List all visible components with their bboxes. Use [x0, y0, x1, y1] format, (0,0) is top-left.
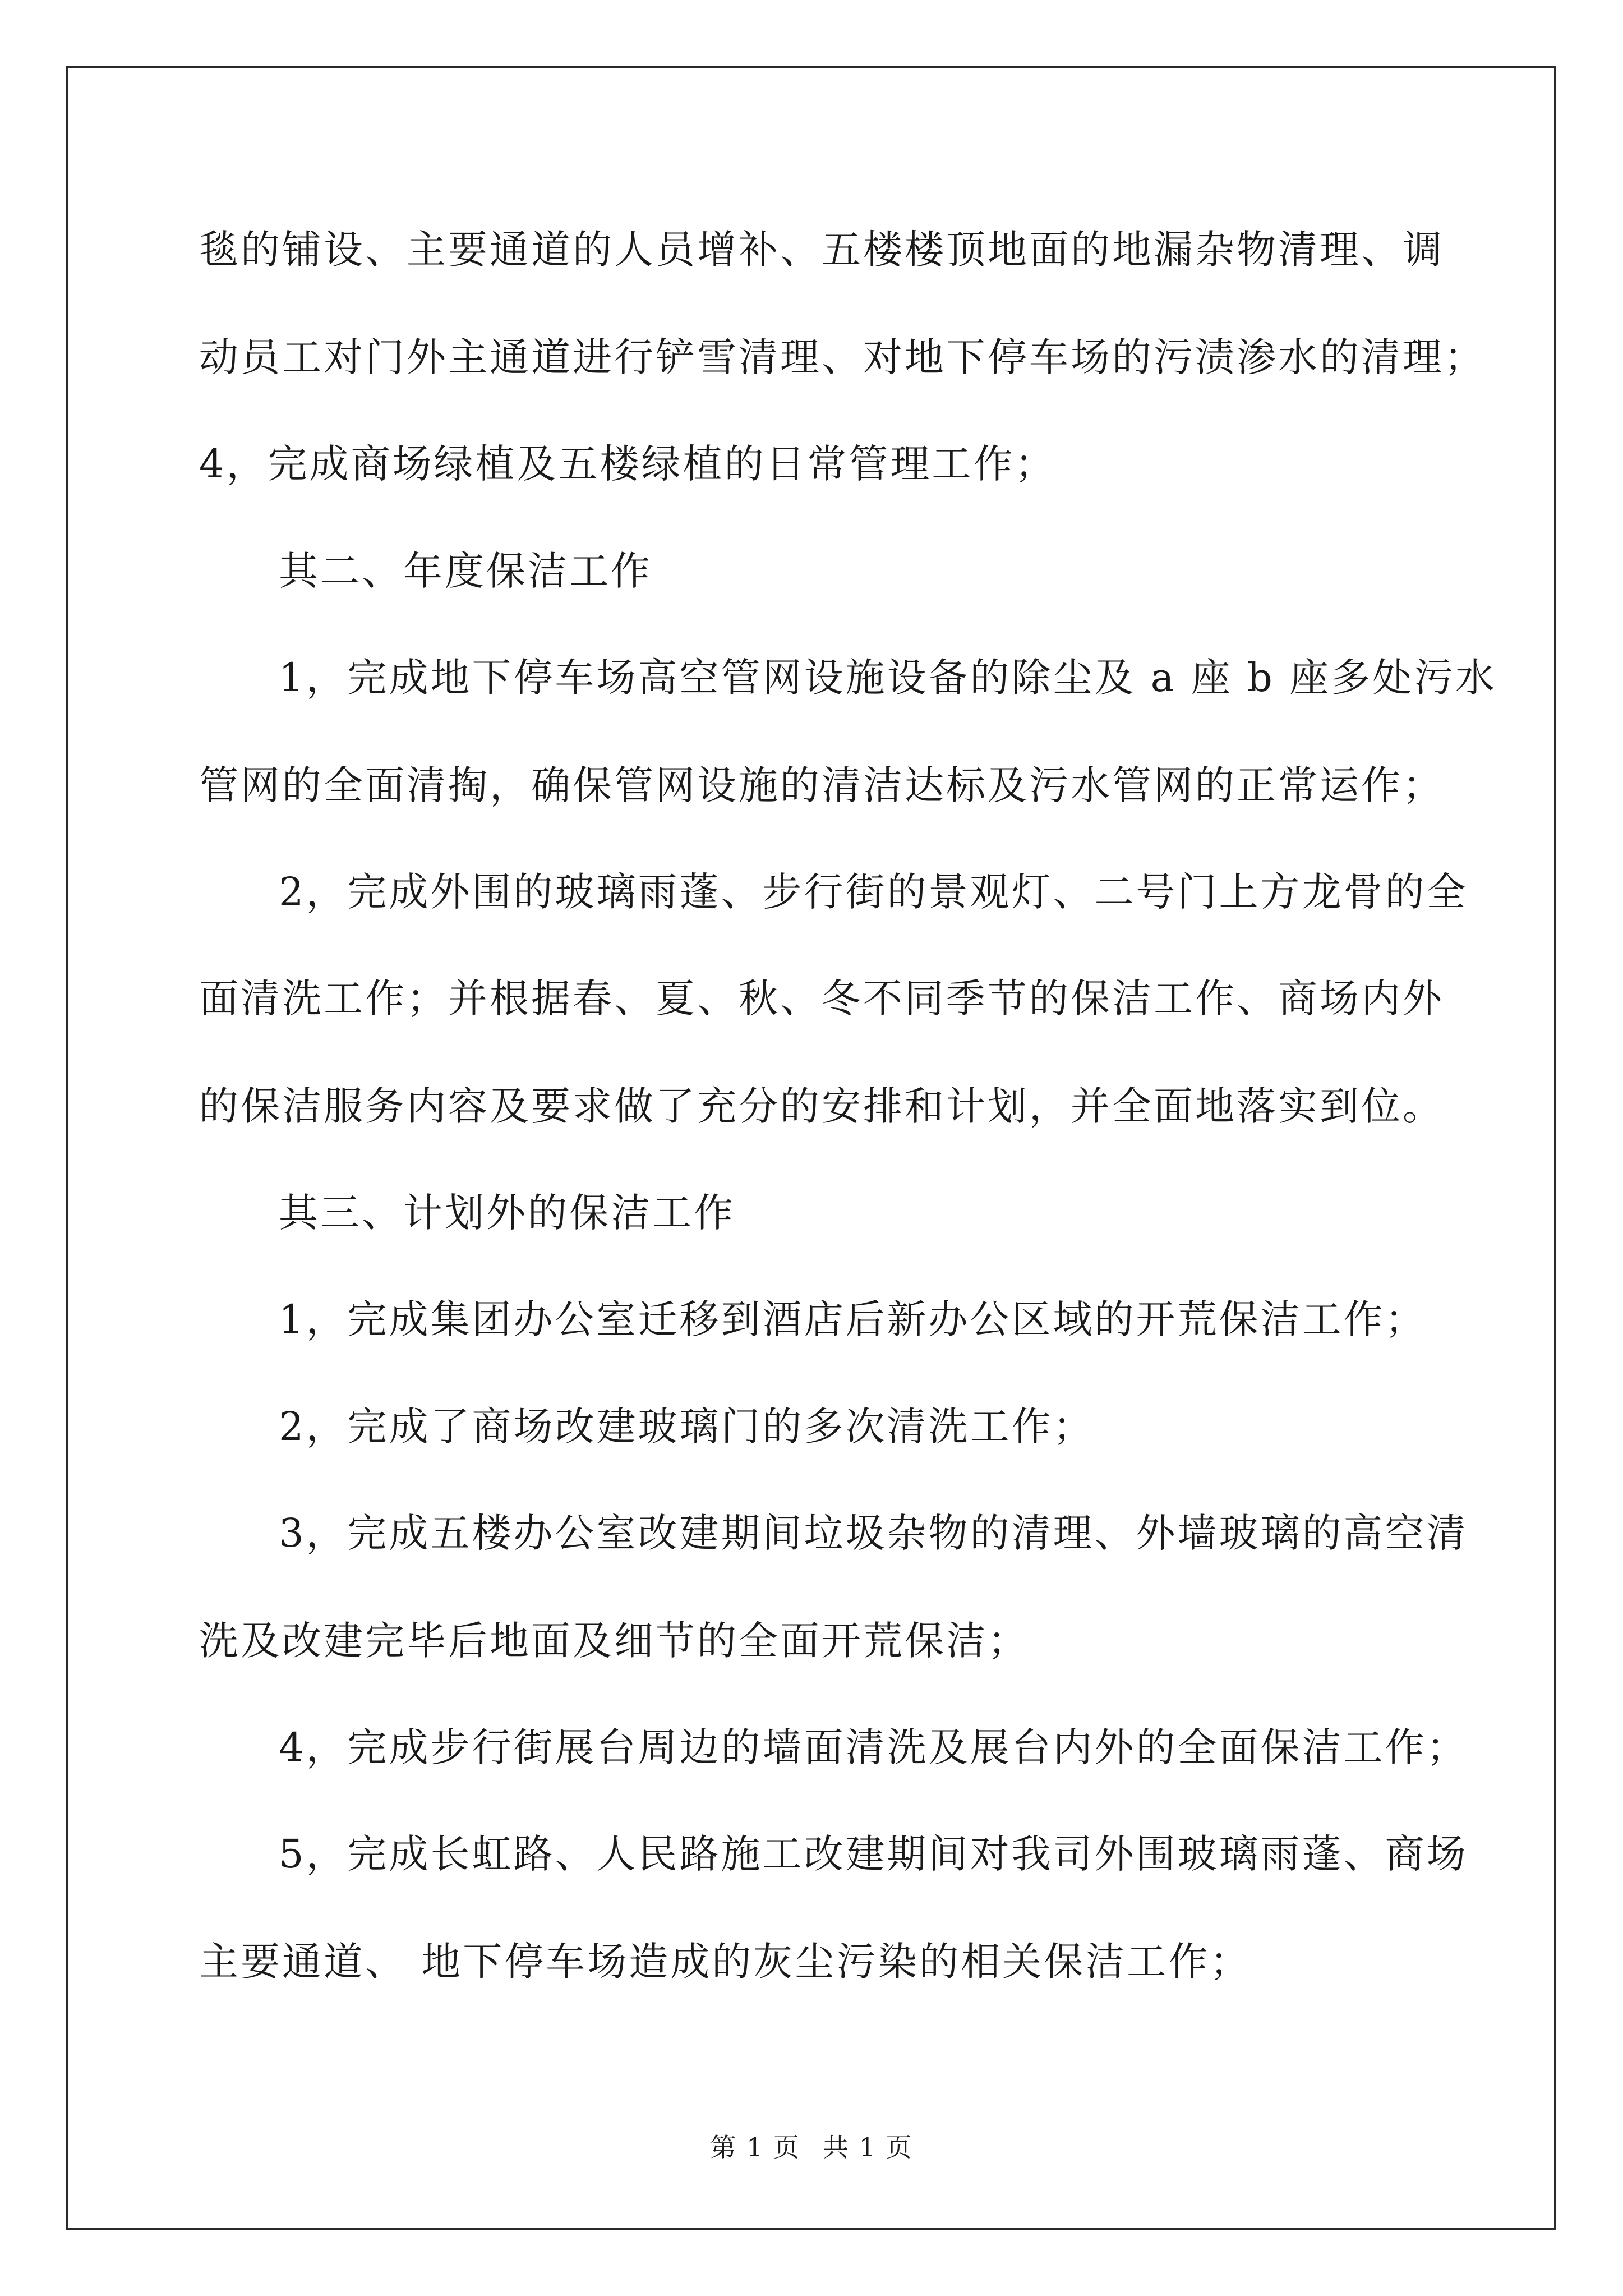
section-heading: 其三、计划外的保洁工作 [279, 1190, 735, 1236]
body-line: 1，完成集团办公室迁移到酒店后新办公区域的开荒保洁工作； [279, 1296, 1427, 1342]
body-line: 的保洁服务内容及要求做了充分的安排和计划，并全面地落实到位。 [199, 1083, 1444, 1129]
body-line: 毯的铺设、主要通道的人员增补、五楼楼顶地面的地漏杂物清理、调 [199, 227, 1444, 273]
body-line: 3，完成五楼办公室改建期间垃圾杂物的清理、外墙玻璃的高空清 [279, 1510, 1468, 1556]
page-number: 第 1 页 [710, 2132, 800, 2162]
page-footer [0, 2132, 1623, 2163]
body-line: 1，完成地下停车场高空管网设施设备的除尘及 a 座 b 座多处污水 [279, 655, 1497, 701]
page-total: 共 1 页 [823, 2132, 913, 2162]
body-line: 主要通道、 地下停车场造成的灰尘污染的相关保洁工作； [199, 1939, 1252, 1985]
body-line: 洗及改建完毕后地面及细节的全面开荒保洁； [199, 1618, 1029, 1664]
body-line: 2，完成外围的玻璃雨蓬、步行街的景观灯、二号门上方龙骨的全 [279, 869, 1468, 915]
body-line: 4，完成步行街展台周边的墙面清洗及展台内外的全面保洁工作； [279, 1724, 1468, 1770]
body-line: 4，完成商场绿植及五楼绿植的日常管理工作； [199, 441, 1057, 487]
body-line: 5，完成长虹路、人民路施工改建期间对我司外围玻璃雨蓬、商场 [279, 1831, 1468, 1877]
body-line: 面清洗工作；并根据春、夏、秋、冬不同季节的保洁工作、商场内外 [199, 976, 1444, 1022]
body-line: 管网的全面清掏，确保管网设施的清洁达标及污水管网的正常运作； [199, 762, 1444, 808]
body-line: 动员工对门外主通道进行铲雪清理、对地下停车场的污渍渗水的清理； [199, 334, 1486, 380]
section-heading: 其二、年度保洁工作 [279, 548, 652, 594]
page-border [66, 66, 1556, 2230]
body-line: 2，完成了商场改建玻璃门的多次清洗工作； [279, 1404, 1095, 1450]
